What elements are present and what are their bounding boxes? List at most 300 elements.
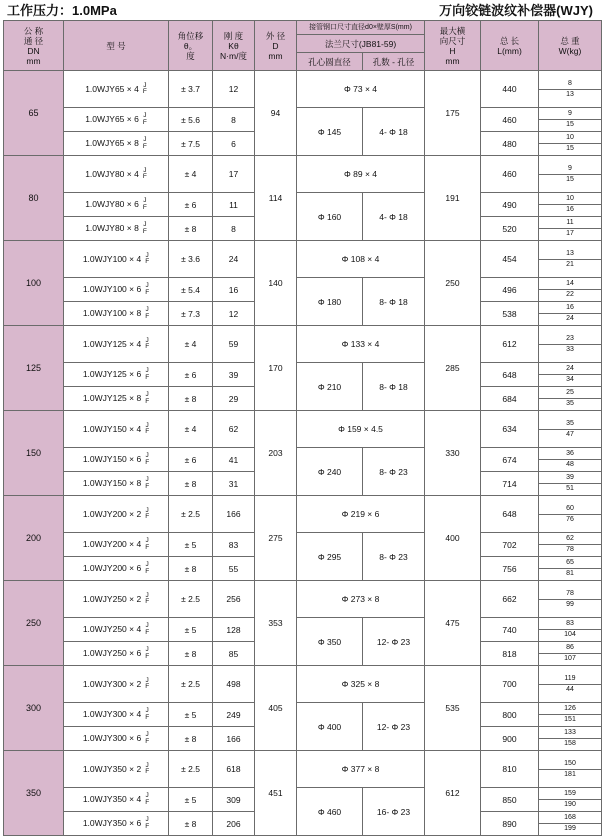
spec-table [3,20,602,836]
angle-cell: ± 4 [169,411,213,448]
holes-cell: 8- Φ 18 [363,363,425,411]
weight-value: 15 [566,145,574,152]
weight-cell [539,217,602,241]
model-cell [64,363,169,387]
holes-cell: 12- Φ 23 [363,618,425,666]
weight-value: 16 [566,206,574,213]
holes-cell: 4- Φ 18 [363,108,425,156]
model-name: 1.0WJY65 × 8 [85,137,139,148]
model-cell [64,448,169,472]
stiffness-cell: 62 [213,411,255,448]
stiffness-cell: 11 [213,193,255,217]
model-name: 1.0WJY200 × 4 [82,538,142,549]
pipe-size-cell: Φ 73 × 4 [297,71,425,108]
model-cell [64,703,169,727]
weight-value: 51 [566,485,574,492]
bolt-circle-cell: Φ 210 [297,363,363,411]
holes-cell: 12- Φ 23 [363,703,425,751]
length-cell: 648 [481,363,539,387]
col-angle: 角位移 θ。 度 [169,21,213,71]
angle-cell: ± 4 [169,156,213,193]
angle-cell: ± 7.3 [169,302,213,326]
bolt-circle-cell: Φ 180 [297,278,363,326]
weight-value: 107 [564,655,576,662]
model-name: 1.0WJY125 × 8 [82,392,142,403]
holes-cell: 8- Φ 18 [363,278,425,326]
model-name: 1.0WJY200 × 6 [82,562,142,573]
stiffness-cell: 16 [213,278,255,302]
table-row [4,751,602,788]
lateral-cell: 250 [425,241,481,326]
model-name: 1.0WJY125 × 6 [82,368,142,379]
jf-mark: J F [145,591,150,605]
product-title: 万向铰链波纹补偿器(WJY) [439,3,593,18]
model-name: 1.0WJY350 × 2 [82,763,142,774]
length-cell: 800 [481,703,539,727]
jf-mark: J F [145,306,150,320]
angle-cell: ± 5.6 [169,108,213,132]
weight-cell [539,302,602,326]
stiffness-cell: 39 [213,363,255,387]
weight-value: 11 [539,218,601,229]
stiffness-cell: 85 [213,642,255,666]
angle-cell: ± 7.5 [169,132,213,156]
model-name: 1.0WJY125 × 4 [82,338,142,349]
working-pressure: 工作压力：1.0MPa [7,3,117,18]
dn-cell: 150 [4,411,64,496]
holes-cell: 16- Φ 23 [363,788,425,836]
weight-cell [539,703,602,727]
weight-value: 10 [539,133,601,144]
angle-cell: ± 6 [169,363,213,387]
length-cell: 648 [481,496,539,533]
jf-mark: J F [142,166,147,180]
col-od: 外 径 D mm [255,21,297,71]
weight-value: 25 [539,388,601,399]
length-cell: 460 [481,108,539,132]
length-cell: 850 [481,788,539,812]
length-cell: 480 [481,132,539,156]
model-cell [64,496,169,533]
table-row [4,411,602,448]
weight-cell [539,557,602,581]
weight-value: 9 [539,109,601,120]
bolt-circle-cell: Φ 160 [297,193,363,241]
model-name: 1.0WJY200 × 2 [82,508,142,519]
length-cell: 662 [481,581,539,618]
weight-value: 24 [566,315,574,322]
model-name: 1.0WJY100 × 8 [82,307,142,318]
weight-value: 14 [539,279,601,290]
jf-mark: J F [142,197,147,211]
angle-cell: ± 8 [169,387,213,411]
weight-value: 44 [566,685,574,693]
pipe-size-cell: Φ 89 × 4 [297,156,425,193]
weight-value: 47 [566,430,574,438]
angle-cell: ± 8 [169,472,213,496]
bolt-circle-cell: Φ 295 [297,533,363,581]
table-row [4,71,602,108]
model-cell [64,618,169,642]
dn-cell: 80 [4,156,64,241]
model-cell [64,302,169,326]
weight-value: 35 [539,419,601,430]
dn-cell: 350 [4,751,64,836]
angle-cell: ± 4 [169,326,213,363]
table-row [4,363,602,387]
table-row [4,788,602,812]
angle-cell: ± 2.5 [169,751,213,788]
weight-value: 104 [564,631,576,638]
model-name: 1.0WJY250 × 6 [82,647,142,658]
model-cell [64,472,169,496]
weight-value: 76 [566,515,574,523]
bolt-circle-cell: Φ 240 [297,448,363,496]
weight-value: 13 [539,249,601,260]
holes-cell: 4- Φ 18 [363,193,425,241]
jf-mark: J F [145,506,150,520]
jf-mark: J F [145,391,150,405]
model-cell [64,241,169,278]
col-flange: 法兰尺寸(JB81-59) [297,35,425,53]
weight-cell [539,812,602,836]
weight-value: 10 [539,194,601,205]
angle-cell: ± 5 [169,788,213,812]
weight-value: 190 [564,801,576,808]
angle-cell: ± 8 [169,217,213,241]
dn-cell: 65 [4,71,64,156]
pipe-size-cell: Φ 377 × 8 [297,751,425,788]
weight-value: 126 [539,704,601,715]
weight-value: 23 [539,334,601,345]
weight-value: 150 [539,759,601,770]
lateral-cell: 400 [425,496,481,581]
angle-cell: ± 2.5 [169,581,213,618]
dn-cell: 300 [4,666,64,751]
angle-cell: ± 8 [169,642,213,666]
angle-cell: ± 2.5 [169,496,213,533]
model-cell [64,387,169,411]
stiffness-cell: 206 [213,812,255,836]
weight-cell [539,496,602,533]
weight-cell [539,581,602,618]
model-name: 1.0WJY80 × 6 [85,198,139,209]
od-cell: 94 [255,71,297,156]
stiffness-cell: 31 [213,472,255,496]
model-cell [64,326,169,363]
col-weight: 总 重 W(kg) [539,21,602,71]
weight-cell [539,326,602,363]
model-cell [64,132,169,156]
pipe-size-cell: Φ 108 × 4 [297,241,425,278]
stiffness-cell: 41 [213,448,255,472]
weight-cell [539,132,602,156]
model-name: 1.0WJY350 × 4 [82,793,142,804]
weight-value: 83 [539,619,601,630]
jf-mark: J F [145,336,150,350]
length-cell: 740 [481,618,539,642]
col-model: 型 号 [64,21,169,71]
lateral-cell: 475 [425,581,481,666]
jf-mark: J F [145,646,150,660]
length-cell: 684 [481,387,539,411]
model-cell [64,642,169,666]
length-cell: 460 [481,156,539,193]
weight-cell [539,387,602,411]
length-cell: 702 [481,533,539,557]
table-row [4,618,602,642]
jf-mark: J F [145,421,150,435]
length-cell: 490 [481,193,539,217]
weight-value: 21 [566,260,574,268]
jf-mark: J F [145,452,150,466]
lateral-cell: 330 [425,411,481,496]
od-cell: 203 [255,411,297,496]
weight-cell [539,666,602,703]
weight-cell [539,618,602,642]
model-cell [64,581,169,618]
weight-value: 8 [539,79,601,90]
lateral-cell: 612 [425,751,481,836]
weight-value: 13 [566,90,574,98]
model-cell [64,108,169,132]
model-cell [64,278,169,302]
jf-mark: J F [142,136,147,150]
weight-value: 151 [564,716,576,723]
table-row [4,448,602,472]
weight-cell [539,448,602,472]
length-cell: 674 [481,448,539,472]
holes-cell: 8- Φ 23 [363,533,425,581]
length-cell: 612 [481,326,539,363]
stiffness-cell: 8 [213,108,255,132]
weight-cell [539,642,602,666]
table-row [4,156,602,193]
weight-value: 99 [566,600,574,608]
stiffness-cell: 8 [213,217,255,241]
col-bolt-circle: 孔心圆直径 [297,53,363,71]
weight-cell [539,363,602,387]
model-name: 1.0WJY300 × 6 [82,732,142,743]
model-name: 1.0WJY150 × 6 [82,453,142,464]
stiffness-cell: 166 [213,727,255,751]
stiffness-cell: 256 [213,581,255,618]
length-cell: 900 [481,727,539,751]
weight-value: 62 [539,534,601,545]
table-row [4,703,602,727]
angle-cell: ± 6 [169,193,213,217]
stiffness-cell: 17 [213,156,255,193]
weight-cell [539,788,602,812]
stiffness-cell: 618 [213,751,255,788]
bolt-circle-cell: Φ 400 [297,703,363,751]
pipe-size-cell: Φ 273 × 8 [297,581,425,618]
jf-mark: J F [145,816,150,830]
table-row [4,666,602,703]
pipe-size-cell: Φ 219 × 6 [297,496,425,533]
angle-cell: ± 5 [169,703,213,727]
weight-value: 22 [566,291,574,298]
model-name: 1.0WJY300 × 2 [82,678,142,689]
weight-cell [539,241,602,278]
weight-value: 16 [539,303,601,314]
jf-mark: J F [145,561,150,575]
weight-value: 158 [564,740,576,747]
length-cell: 756 [481,557,539,581]
stiffness-cell: 55 [213,557,255,581]
table-row [4,278,602,302]
col-stiffness: 刚 度 Kθ N·m/度 [213,21,255,71]
model-cell [64,156,169,193]
length-cell: 634 [481,411,539,448]
weight-value: 199 [564,825,576,832]
table-row [4,241,602,278]
weight-cell [539,751,602,788]
length-cell: 714 [481,472,539,496]
weight-value: 65 [539,558,601,569]
lateral-cell: 191 [425,156,481,241]
jf-mark: J F [142,112,147,126]
weight-cell [539,71,602,108]
jf-mark: J F [145,676,150,690]
weight-cell [539,411,602,448]
weight-cell [539,193,602,217]
stiffness-cell: 166 [213,496,255,533]
angle-cell: ± 3.7 [169,71,213,108]
weight-value: 9 [539,164,601,175]
angle-cell: ± 3.6 [169,241,213,278]
weight-value: 17 [566,230,574,237]
length-cell: 440 [481,71,539,108]
weight-value: 78 [566,546,574,553]
jf-mark: J F [145,537,150,551]
stiffness-cell: 83 [213,533,255,557]
weight-value: 35 [566,400,574,407]
weight-value: 33 [566,345,574,353]
length-cell: 890 [481,812,539,836]
od-cell: 114 [255,156,297,241]
dn-cell: 100 [4,241,64,326]
dn-cell: 250 [4,581,64,666]
weight-value: 81 [566,570,574,577]
weight-value: 78 [539,589,601,600]
pipe-size-cell: Φ 159 × 4.5 [297,411,425,448]
length-cell: 520 [481,217,539,241]
od-cell: 451 [255,751,297,836]
pipe-size-cell: Φ 325 × 8 [297,666,425,703]
col-holes: 孔数 - 孔径 [363,53,425,71]
length-cell: 700 [481,666,539,703]
od-cell: 275 [255,496,297,581]
jf-mark: J F [145,792,150,806]
jf-mark: J F [145,367,150,381]
model-name: 1.0WJY65 × 6 [85,113,139,124]
weight-cell [539,278,602,302]
col-pipe: 接管钢口尺寸直径d0×壁厚S(mm) [297,21,425,35]
od-cell: 405 [255,666,297,751]
od-cell: 140 [255,241,297,326]
table-row [4,581,602,618]
bolt-circle-cell: Φ 460 [297,788,363,836]
stiffness-cell: 309 [213,788,255,812]
table-row [4,326,602,363]
length-cell: 538 [481,302,539,326]
table-row [4,193,602,217]
weight-value: 39 [539,473,601,484]
weight-value: 36 [539,449,601,460]
model-cell [64,411,169,448]
length-cell: 496 [481,278,539,302]
col-lateral: 最大横 向尺寸 H mm [425,21,481,71]
col-length: 总 长 L(mm) [481,21,539,71]
jf-mark: J F [145,622,150,636]
weight-value: 34 [566,376,574,383]
weight-value: 133 [539,728,601,739]
jf-mark: J F [145,731,150,745]
model-cell [64,788,169,812]
col-dn: 公 称 通 径 DN mm [4,21,64,71]
stiffness-cell: 498 [213,666,255,703]
model-name: 1.0WJY65 × 4 [85,83,139,94]
model-name: 1.0WJY300 × 4 [82,708,142,719]
stiffness-cell: 24 [213,241,255,278]
angle-cell: ± 5 [169,533,213,557]
weight-value: 168 [539,813,601,824]
model-name: 1.0WJY100 × 6 [82,283,142,294]
stiffness-cell: 128 [213,618,255,642]
model-name: 1.0WJY80 × 4 [85,168,139,179]
model-name: 1.0WJY250 × 4 [82,623,142,634]
jf-mark: J F [142,221,147,235]
jf-mark: J F [145,707,150,721]
model-name: 1.0WJY100 × 4 [82,253,142,264]
table-row [4,108,602,132]
weight-cell [539,472,602,496]
jf-mark: J F [145,761,150,775]
weight-cell [539,108,602,132]
length-cell: 810 [481,751,539,788]
angle-cell: ± 8 [169,557,213,581]
weight-value: 181 [564,770,576,778]
weight-value: 15 [566,175,574,183]
weight-value: 15 [566,121,574,128]
angle-cell: ± 8 [169,812,213,836]
weight-value: 159 [539,789,601,800]
angle-cell: ± 5.4 [169,278,213,302]
model-cell [64,193,169,217]
stiffness-cell: 12 [213,302,255,326]
jf-mark: J F [145,476,150,490]
weight-cell [539,156,602,193]
length-cell: 818 [481,642,539,666]
model-cell [64,812,169,836]
lateral-cell: 175 [425,71,481,156]
jf-mark: J F [142,81,147,95]
weight-cell [539,533,602,557]
angle-cell: ± 5 [169,618,213,642]
table-row [4,496,602,533]
dn-cell: 125 [4,326,64,411]
model-cell [64,557,169,581]
model-name: 1.0WJY150 × 8 [82,477,142,488]
angle-cell: ± 2.5 [169,666,213,703]
model-cell [64,217,169,241]
length-cell: 454 [481,241,539,278]
lateral-cell: 535 [425,666,481,751]
model-name: 1.0WJY250 × 2 [82,593,142,604]
jf-mark: J F [145,251,150,265]
weight-value: 48 [566,461,574,468]
